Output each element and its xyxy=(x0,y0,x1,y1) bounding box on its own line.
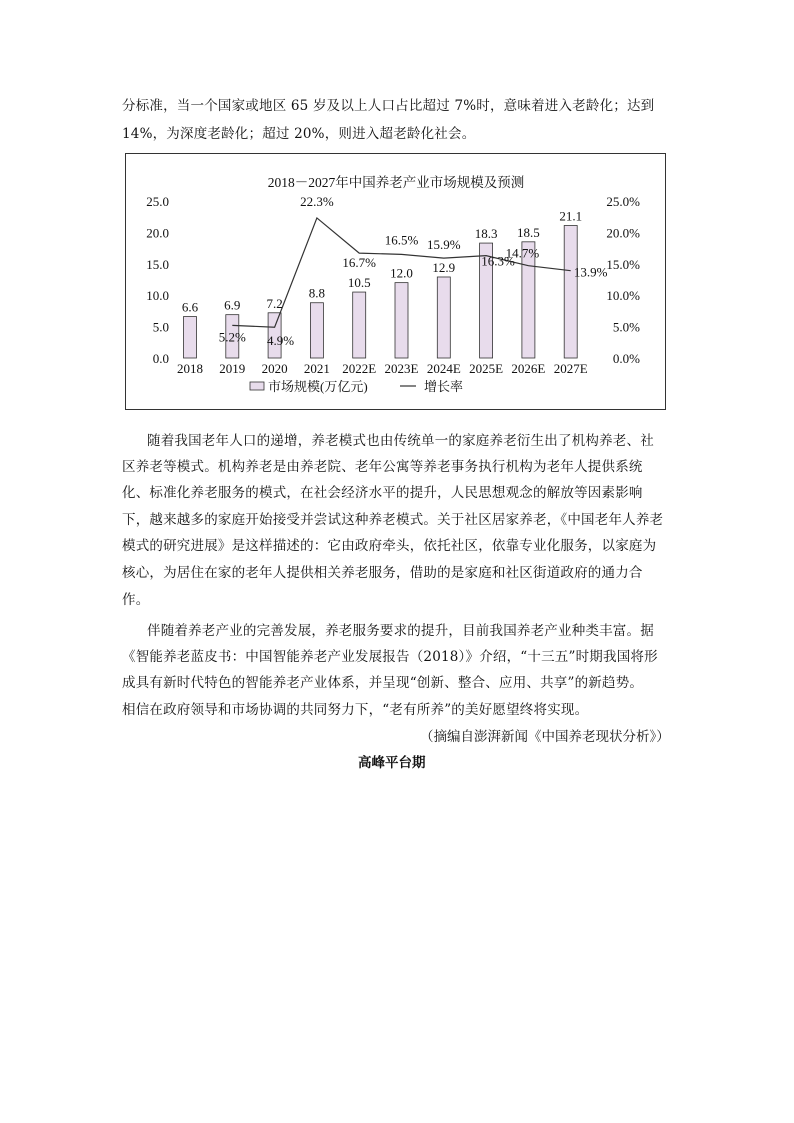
text-line: 《智能养老蓝皮书：中国智能养老产业发展报告（2018）》介绍，“十三五”时期我国将形 xyxy=(122,649,658,665)
x-tick-label: 2018 xyxy=(177,361,203,376)
bar-value-label: 12.0 xyxy=(390,265,413,281)
bar-value-label: 8.8 xyxy=(308,285,326,301)
y-right-tick-label: 20.0% xyxy=(606,225,640,241)
y-left-tick-label: 15.0 xyxy=(146,256,169,272)
x-tick-label: 2027E xyxy=(553,361,588,376)
text-line: 区养老等模式。机构养老是由养老院、老年公寓等养老事务执行机构为老年人提供系统 xyxy=(122,459,643,475)
bar-value-label: 21.1 xyxy=(559,208,583,224)
x-tick-label: 2024E xyxy=(426,361,461,376)
legend-line-label: 增长率 xyxy=(424,379,464,394)
legend-bar-swatch xyxy=(250,382,264,390)
line-value-label: 16.5% xyxy=(384,232,419,248)
bar xyxy=(353,292,366,358)
x-tick-label: 2020 xyxy=(261,361,288,376)
line-value-label: 4.9% xyxy=(267,333,295,349)
x-tick-label: 2019 xyxy=(219,361,246,376)
bar-value-label: 6.9 xyxy=(224,297,241,313)
line-value-label: 15.9% xyxy=(427,237,461,253)
y-left-tick-label: 20.0 xyxy=(146,225,169,241)
bar xyxy=(310,303,323,358)
bar-value-label: 12.9 xyxy=(432,259,456,275)
text-line: 分标准，当一个国家或地区 65 岁及以上人口占比超过 7%时，意味着进入老龄化；达到 xyxy=(122,98,655,114)
text-line: 成具有新时代特色的智能养老产业体系，并呈现“创新、整合、应用、共享”的新趋势。 xyxy=(122,675,644,691)
x-tick-label: 2025E xyxy=(469,361,504,376)
text-line: 模式的研究进展》是这样描述的：它由政府牵头，依托社区，依靠专业化服务，以家庭为 xyxy=(122,538,657,554)
y-right-tick-label: 25.0% xyxy=(606,194,640,209)
line-value-label: 14.7% xyxy=(505,245,540,261)
bar xyxy=(437,277,450,358)
y-left-tick-label: 5.0 xyxy=(152,319,169,335)
x-tick-label: 2021 xyxy=(303,361,330,376)
source-citation: （摘编自澎湃新闻《中国养老现状分析》） xyxy=(420,729,670,745)
text-line: 下，越来越多的家庭开始接受并尝试这种养老模式。关于社区居家养老，《中国老年人养老 xyxy=(122,512,664,528)
chart-frame xyxy=(125,153,666,410)
bar xyxy=(184,317,197,358)
text-line: 随着我国老年人口的递增，养老模式也由传统单一的家庭养老衍生出了机构养老、社 xyxy=(147,433,654,449)
text-line: 相信在政府领导和市场协调的共同努力下，“老有所养”的美好愿望终将实现。 xyxy=(122,702,589,718)
bar-value-label: 10.5 xyxy=(347,275,371,291)
line-value-label: 5.2% xyxy=(218,329,246,345)
chart-title: 2018－2027年中国养老产业市场规模及预测 xyxy=(267,175,525,190)
y-right-tick-label: 5.0% xyxy=(612,319,640,335)
y-right-tick-label: 0.0% xyxy=(612,351,640,366)
y-left-tick-label: 25.0 xyxy=(146,194,169,209)
text-line: 伴随着养老产业的完善发展，养老服务要求的提升，目前我国养老产业种类丰富。据 xyxy=(147,623,654,639)
bar xyxy=(564,225,577,358)
line-value-label: 16.7% xyxy=(342,255,376,271)
bar-value-label: 18.5 xyxy=(517,224,540,240)
bar-value-label: 18.3 xyxy=(474,226,498,242)
line-value-label: 16.3% xyxy=(481,253,515,269)
y-left-tick-label: 0.0 xyxy=(152,351,169,366)
footer-label: 高峰平台期 xyxy=(358,755,426,771)
bar-value-label: 7.2 xyxy=(266,295,283,311)
line-value-label: 22.3% xyxy=(300,193,334,209)
x-tick-label: 2022E xyxy=(342,361,377,376)
y-right-tick-label: 10.0% xyxy=(606,288,640,304)
legend-bar-label: 市场规模(万亿元) xyxy=(268,379,368,394)
text-line: 核心，为居住在家的老年人提供相关养老服务，借助的是家庭和社区街道政府的通力合 xyxy=(122,565,643,581)
text-line: 作。 xyxy=(122,592,150,608)
bar-value-label: 6.6 xyxy=(181,299,199,315)
market-size-chart xyxy=(126,154,667,411)
text-line: 14%，为深度老龄化；超过 20%，则进入超老龄化社会。 xyxy=(122,126,476,142)
y-right-tick-label: 15.0% xyxy=(606,256,640,272)
bar xyxy=(395,283,408,358)
x-tick-label: 2026E xyxy=(511,361,546,376)
text-line: 化、标准化养老服务的模式，在社会经济水平的提升，人民思想观念的解放等因素影响 xyxy=(122,485,643,501)
x-tick-label: 2023E xyxy=(384,361,419,376)
line-value-label: 13.9% xyxy=(573,264,608,280)
y-left-tick-label: 10.0 xyxy=(146,288,169,304)
